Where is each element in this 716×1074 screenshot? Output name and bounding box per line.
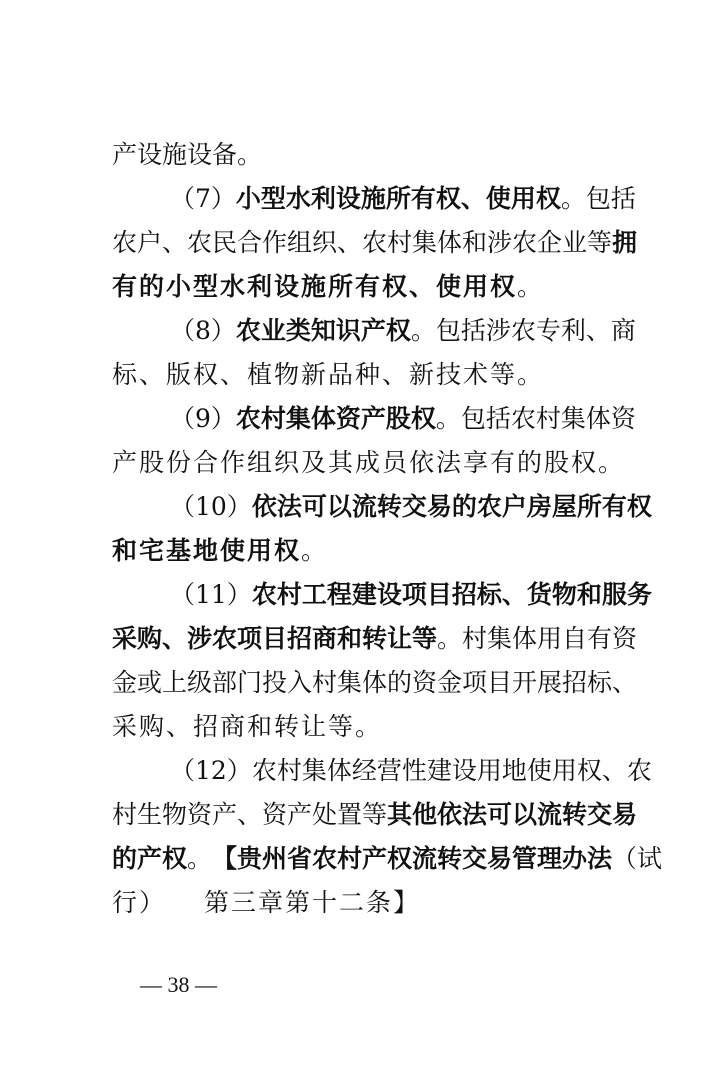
paragraph-8-line-1 bbox=[170, 314, 636, 348]
paragraph-12-line-3 bbox=[112, 842, 663, 876]
paragraph-text: 。 bbox=[517, 272, 545, 301]
paragraph-11-line-1 bbox=[170, 578, 652, 612]
paragraph-text: 产股份合作组织及其成员依法享有的股权。 bbox=[112, 448, 626, 477]
paragraph-text: 村生物资产、资产处置等 bbox=[112, 800, 388, 829]
item-number: （10） bbox=[170, 492, 252, 521]
item-number: （12） bbox=[170, 756, 252, 785]
paragraph-text: 。 bbox=[187, 844, 213, 873]
item-heading: 有的小型水利设施所有权、使用权 bbox=[112, 272, 518, 301]
citation-section: 第三章第十二条】 bbox=[204, 888, 421, 917]
paragraph-text: 金或上级部门投入村集体的资金项目开展招标、 bbox=[112, 668, 638, 697]
paragraph-10-line-1 bbox=[170, 490, 652, 524]
item-number: （11） bbox=[170, 580, 252, 609]
paragraph-text: 标、版权、植物新品种、新技术等。 bbox=[112, 360, 545, 389]
paragraph-11-line-3 bbox=[112, 666, 638, 700]
page-number: — 38 — bbox=[140, 972, 217, 997]
text-line bbox=[112, 138, 612, 172]
item-number: （8） bbox=[170, 316, 236, 345]
citation-paren: （试 bbox=[612, 844, 663, 873]
paragraph-11-line-4 bbox=[112, 710, 612, 744]
citation: 【贵州省农村产权流转交易管理办法 bbox=[212, 844, 613, 873]
paragraph-11-line-2 bbox=[112, 622, 638, 656]
item-heading: 农业类知识产权 bbox=[235, 316, 411, 345]
paragraph-text: 采购、招商和转让等。 bbox=[112, 712, 383, 741]
paragraph-text: 农户、农民合作组织、农村集体和涉农企业等 bbox=[112, 228, 613, 257]
paragraph-text: 农村集体经营性建设用地使用权、农 bbox=[251, 756, 652, 785]
item-heading: 小型水利设施所有权、使用权 bbox=[235, 184, 561, 213]
item-number: （7） bbox=[170, 184, 236, 213]
item-heading: 和宅基地使用权 bbox=[112, 536, 302, 565]
paragraph-text: 。包括 bbox=[560, 184, 636, 213]
paragraph-10-line-2 bbox=[112, 534, 612, 568]
item-heading: 其他依法可以流转交易 bbox=[387, 800, 638, 829]
item-heading: 拥 bbox=[612, 228, 638, 257]
paragraph-7-line-1 bbox=[170, 182, 636, 216]
paragraph-text: 。包括涉农专利、商 bbox=[410, 316, 636, 345]
paragraph-9-line-2 bbox=[112, 446, 626, 480]
paragraph-text: 。村集体用自有资 bbox=[437, 624, 638, 653]
paragraph-12-line-1 bbox=[170, 754, 652, 788]
paragraph-8-line-2 bbox=[112, 358, 612, 392]
paragraph-text: 产设施设备。 bbox=[112, 140, 263, 169]
item-heading: 依法可以流转交易的农户房屋所有权 bbox=[251, 492, 652, 521]
item-heading: 农村工程建设项目招标、货物和服务 bbox=[251, 580, 652, 609]
item-number: （9） bbox=[170, 404, 236, 433]
citation-paren: 行） bbox=[112, 888, 167, 917]
item-heading: 的产权 bbox=[112, 844, 188, 873]
paragraph-text: 。包括农村集体资 bbox=[435, 404, 636, 433]
paragraph-12-line-2 bbox=[112, 798, 638, 832]
item-heading: 采购、涉农项目招商和转让等 bbox=[112, 624, 438, 653]
paragraph-7-line-2 bbox=[112, 226, 638, 260]
paragraph-12-line-4 bbox=[112, 886, 612, 920]
paragraph-7-line-3 bbox=[112, 270, 612, 304]
paragraph-9-line-1 bbox=[170, 402, 636, 436]
paragraph-text: 。 bbox=[301, 536, 329, 565]
item-heading: 农村集体资产股权 bbox=[235, 404, 436, 433]
